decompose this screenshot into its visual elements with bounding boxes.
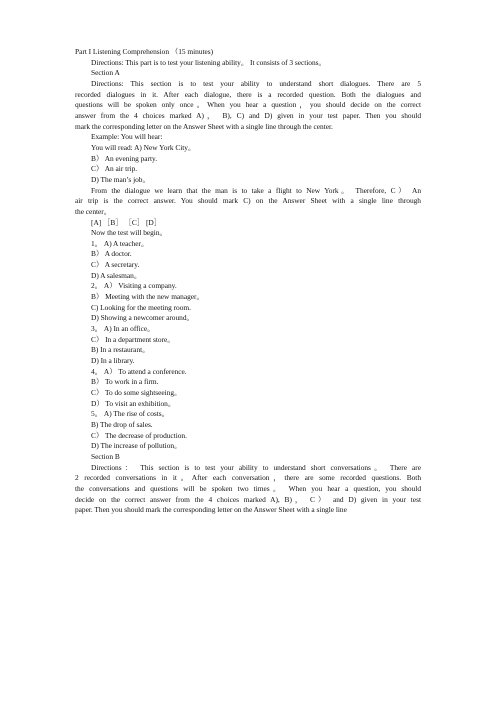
question-option: B） A doctor. <box>91 249 132 259</box>
question-list <box>75 239 421 452</box>
section-b-heading: Section B <box>91 451 120 461</box>
question-option: B) In a restaurant。 <box>91 345 150 355</box>
text-line: decide on the correct answer from the 4 choices marked A), B)， C） and D) given in your test <box>75 494 421 504</box>
text-line: From the dialogue we learn that the man is to take a flight to New York。 Therefore, C） An <box>91 185 421 195</box>
question-option: C） A secretary. <box>91 260 140 270</box>
text-line: mark the corresponding letter on the Answer Sheet with a single line through the center. <box>75 121 333 131</box>
text-line: air trip is the correct answer. You should mark C) on the Answer Sheet with a single line through <box>75 196 421 206</box>
question-option: 5。 A) The rise of costs。 <box>91 409 169 419</box>
text-line: questions will be spoken only once。When you hear a question，you should decide on the correct <box>75 100 421 110</box>
section-a-directions <box>75 79 421 132</box>
example-label: Example: You will hear: <box>91 132 163 142</box>
question-option: B） Meeting with the new manager。 <box>91 292 204 302</box>
example-option: B） An evening party. <box>91 153 158 163</box>
example-option: C） An air trip. <box>91 164 138 174</box>
question-option: C） The decrease of production. <box>91 430 187 440</box>
question-option: 3。 A) In an office。 <box>91 324 155 334</box>
question-option: D） To visit an exhibition。 <box>91 398 176 408</box>
text-line: the conversations and questions will be spoken two times。 When you hear a question, you should <box>75 483 421 493</box>
section-b-directions <box>75 463 421 516</box>
directions-intro: Directions: This part is to test your listening ability。 It consists of 3 sections。 <box>91 57 326 67</box>
text-line: paper. Then you should mark the corresponding letter on the Answer Sheet with a single line <box>75 505 347 515</box>
text-line: the center。 <box>75 206 112 216</box>
question-option: C） To do some sightseeing。 <box>91 388 182 397</box>
question-option: D) In a library. <box>91 356 135 366</box>
question-option: 4。 A） To attend a conference. <box>91 366 187 376</box>
question-option: D) A salesman。 <box>91 270 142 280</box>
text-line: Directions: This section is to test your ability to understand short dialogues. There are 5 <box>91 78 421 88</box>
question-option: 2。 A） Visiting a company. <box>91 281 177 291</box>
answer-marks: [A] ［B］ ［C］ [D］ <box>91 217 162 227</box>
section-a-heading: Section A <box>91 68 120 78</box>
test-begin: Now the test will begin。 <box>91 228 167 238</box>
question-option: B） To work in a firm. <box>91 377 159 387</box>
text-line: answer from the 4 choices marked A)， B), C) and D) given in your test paper. Then you should <box>75 110 421 120</box>
text-line: Directions： This section is to test your ability to understand short conversations。 There are <box>91 462 421 472</box>
question-option: C） In a department store。 <box>91 334 175 344</box>
text-line: recorded dialogues in it. After each dialogue, there is a recorded question. Both the dialogues and <box>75 89 421 99</box>
example-option: D) The man’s job。 <box>91 174 150 184</box>
question-option: D) The increase of pollution。 <box>91 441 182 451</box>
question-option: 1。 A) A teacher。 <box>91 238 149 248</box>
question-option: B) The drop of sales. <box>91 419 153 429</box>
document-body <box>75 47 421 516</box>
question-option: C) Looking for the meeting room. <box>91 302 191 312</box>
example-option: You will read: A) New York City。 <box>91 142 196 152</box>
part-title: Part I Listening Comprehension （15 minutes) <box>75 47 214 56</box>
example-explanation <box>75 186 421 218</box>
text-line: 2 recorded conversations in it。After each conversation，there are some recorded questions. Both <box>75 473 421 483</box>
question-option: D) Showing a newcomer around。 <box>91 313 194 323</box>
